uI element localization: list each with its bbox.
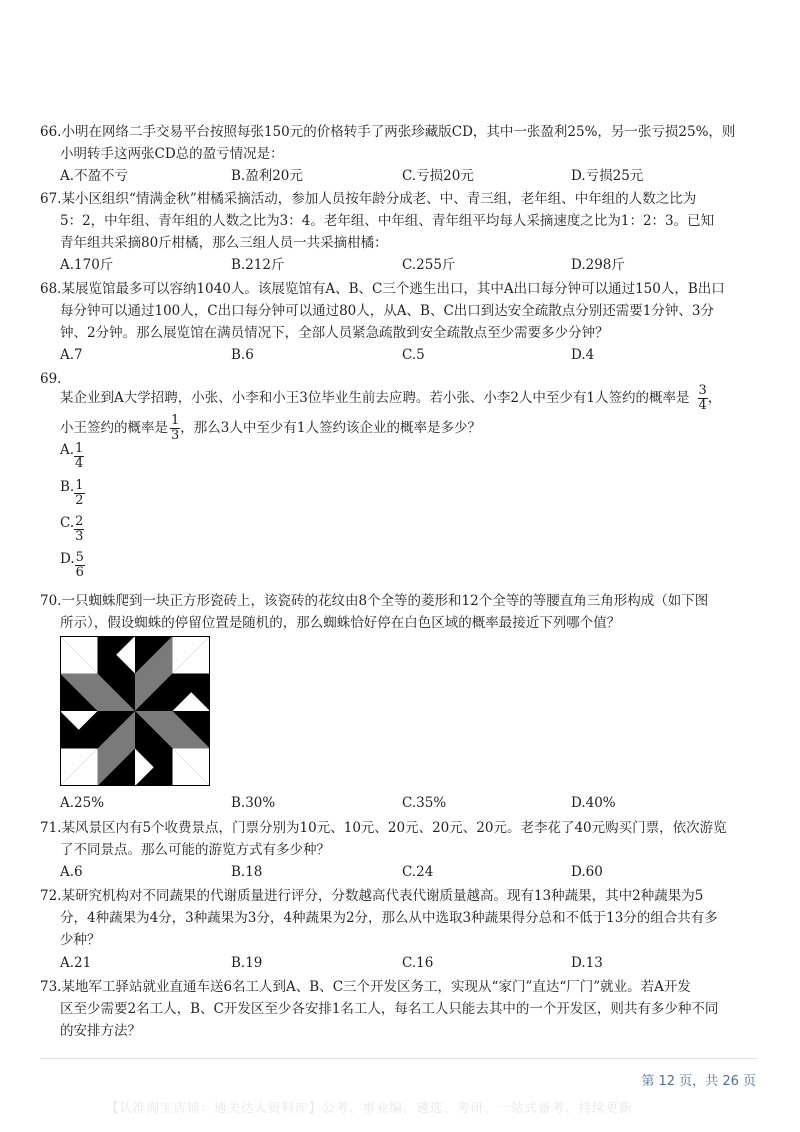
option-b: B.212斤 (231, 257, 285, 273)
option-a: A.7 (60, 347, 83, 363)
question-66-line-1: 66.小明在网络二手交易平台按照每张150元的价格转手了两张珍藏版CD，其中一张盈利25%，另一张亏损25%，则 (40, 124, 736, 140)
question-72-line-2: 分，4种蔬果为4分，3种蔬果为3分，4种蔬果为2分，那么从中选取3种蔬果得分总和不低于13分的组合共有多 (60, 910, 718, 926)
question-70 (40, 590, 762, 634)
question-71-line-2: 了不同景点。那么可能的游览方式有多少种？ (60, 842, 330, 858)
option-b-label: B. (60, 479, 75, 495)
question-68-line-1: 68.某展览馆最多可以容纳1040人。该展览馆有A、B、C三个逃生出口，其中A出口每分钟可以通过150人，B出口 (40, 281, 725, 297)
fraction-1-3: $\frac{1}{3}$ (171, 413, 180, 443)
question-71-options (60, 861, 760, 883)
option-a: A.21 (60, 955, 92, 971)
option-c: C.16 (402, 955, 434, 971)
option-b: B.盈利20元 (231, 168, 303, 184)
footer-divider (40, 1058, 758, 1059)
option-b: B.18 (231, 864, 263, 880)
option-a-label: A. (60, 442, 75, 458)
option-a-fraction: $\frac{1}{4}$ (75, 441, 84, 471)
question-70-line-2: 所示），假设蜘蛛的停留位置是随机的，那么蜘蛛恰好停在白色区域的概率最接近下列哪个值？ (60, 615, 621, 631)
question-66 (40, 121, 762, 165)
option-d: D.13 (571, 955, 603, 971)
question-67-line-2: 5：2，中年组、青年组的人数之比为3：4。老年组、中年组、青年组平均每人采摘速度之比为1：2：3。已知 (60, 213, 715, 229)
option-c: C.24 (402, 864, 434, 880)
option-b: B.19 (231, 955, 263, 971)
question-69-number: 69. (40, 371, 62, 387)
question-69-line-2 (60, 414, 762, 443)
option-a: A.不盈不亏 (60, 168, 129, 184)
question-72 (40, 885, 762, 951)
watermark: 【认准淘宝店铺：通关达人资料库】公考、事业编、遴选、考研、一站式备考、持续更新 (106, 1100, 633, 1115)
question-73-line-2: 区至少需要2名工人，B、C开发区至少各安排1名工人，每名工人只能去其中的一个开发区，则共有多少种不同 (60, 1001, 719, 1017)
question-73-line-1: 73.某地军工驿站就业直通车送6名工人到A、B、C三个开发区务工，实现从“家门”直达“厂门”就业。若A开发 (40, 979, 691, 995)
question-69-option-c (60, 515, 84, 551)
question-69-text-1: 某企业到A大学招聘，小张、小李和小王3位毕业生前去应聘。若小张、小李2人中至少有1人签约的概率是 (60, 390, 690, 406)
option-c: C.5 (402, 347, 425, 363)
tile-pattern-figure (60, 636, 210, 786)
option-d-label: D. (60, 551, 75, 567)
option-b-fraction: $\frac{1}{2}$ (75, 478, 84, 508)
question-67-line-3: 青年组共采摘80斤柑橘，那么三组人员一共采摘柑橘： (60, 235, 388, 251)
question-69-text-2: 小王签约的概率是 (60, 420, 168, 436)
question-68 (40, 278, 762, 344)
question-73 (40, 976, 762, 1042)
question-69-line-1 (60, 384, 762, 413)
option-c: C.亏损20元 (402, 168, 474, 184)
question-70-options (60, 792, 760, 814)
question-66-options (60, 165, 760, 187)
question-69-option-a (60, 442, 84, 478)
option-d: D.4 (571, 347, 595, 363)
question-71-line-1: 71.某风景区内有5个收费景点，门票分别为10元、10元、20元、20元、20元。老李花了40元购买门票，依次游览 (40, 820, 727, 836)
option-d: D.60 (571, 864, 603, 880)
question-66-line-2: 小明转手这两张CD总的盈亏情况是： (60, 146, 284, 162)
option-d: D.亏损25元 (571, 168, 644, 184)
question-71 (40, 817, 762, 861)
option-a: A.170斤 (60, 257, 114, 273)
question-67-options (60, 254, 760, 276)
option-d: D.298斤 (571, 257, 625, 273)
option-d: D.40% (571, 795, 616, 811)
question-70-line-1: 70.一只蜘蛛爬到一块正方形瓷砖上，该瓷砖的花纹由8个全等的菱形和12个全等的等腰直角三角形构成（如下图 (40, 593, 709, 609)
question-67 (40, 188, 762, 254)
question-68-options (60, 344, 760, 366)
option-d-fraction: $\frac{5}{6}$ (75, 550, 84, 580)
option-a: A.25% (60, 795, 105, 811)
option-c: C.255斤 (402, 257, 456, 273)
option-b: B.30% (231, 795, 276, 811)
option-c-label: C. (60, 515, 75, 531)
option-c: C.35% (402, 795, 447, 811)
question-67-line-1: 67.某小区组织“情满金秋”柑橘采摘活动，参加人员按年龄分成老、中、青三组，老年组、中年组的人数之比为 (40, 191, 697, 207)
question-69-option-d (60, 551, 85, 587)
fraction-3-4: $\frac{3}{4}$ (698, 383, 707, 413)
question-72-options (60, 952, 760, 974)
option-b: B.6 (231, 347, 254, 363)
question-69-comma: ， (707, 390, 722, 406)
question-73-line-3: 的安排方法？ (60, 1023, 141, 1039)
question-72-line-1: 72.某研究机构对不同蔬果的代谢质量进行评分，分数越高代表代谢质量越高。现有13种蔬果，其中2种蔬果为5 (40, 888, 704, 904)
question-68-line-2: 每分钟可以通过100人，C出口每分钟可以通过80人，从A、B、C出口到达安全疏散点分别还需要1分钟、3分 (60, 303, 714, 319)
question-72-line-3: 少种？ (60, 932, 101, 948)
option-a: A.6 (60, 864, 83, 880)
page-number: 第 12 页，共 26 页 (641, 1074, 756, 1089)
option-c-fraction: $\frac{2}{3}$ (75, 514, 84, 544)
question-68-line-3: 钟、2分钟。那么展览馆在满员情况下，全部人员紧急疏散到安全疏散点至少需要多少分钟？ (60, 325, 609, 341)
question-69-text-3: ，那么3人中至少有1人签约该企业的概率是多少？ (180, 420, 481, 436)
question-69-option-b (60, 479, 85, 515)
